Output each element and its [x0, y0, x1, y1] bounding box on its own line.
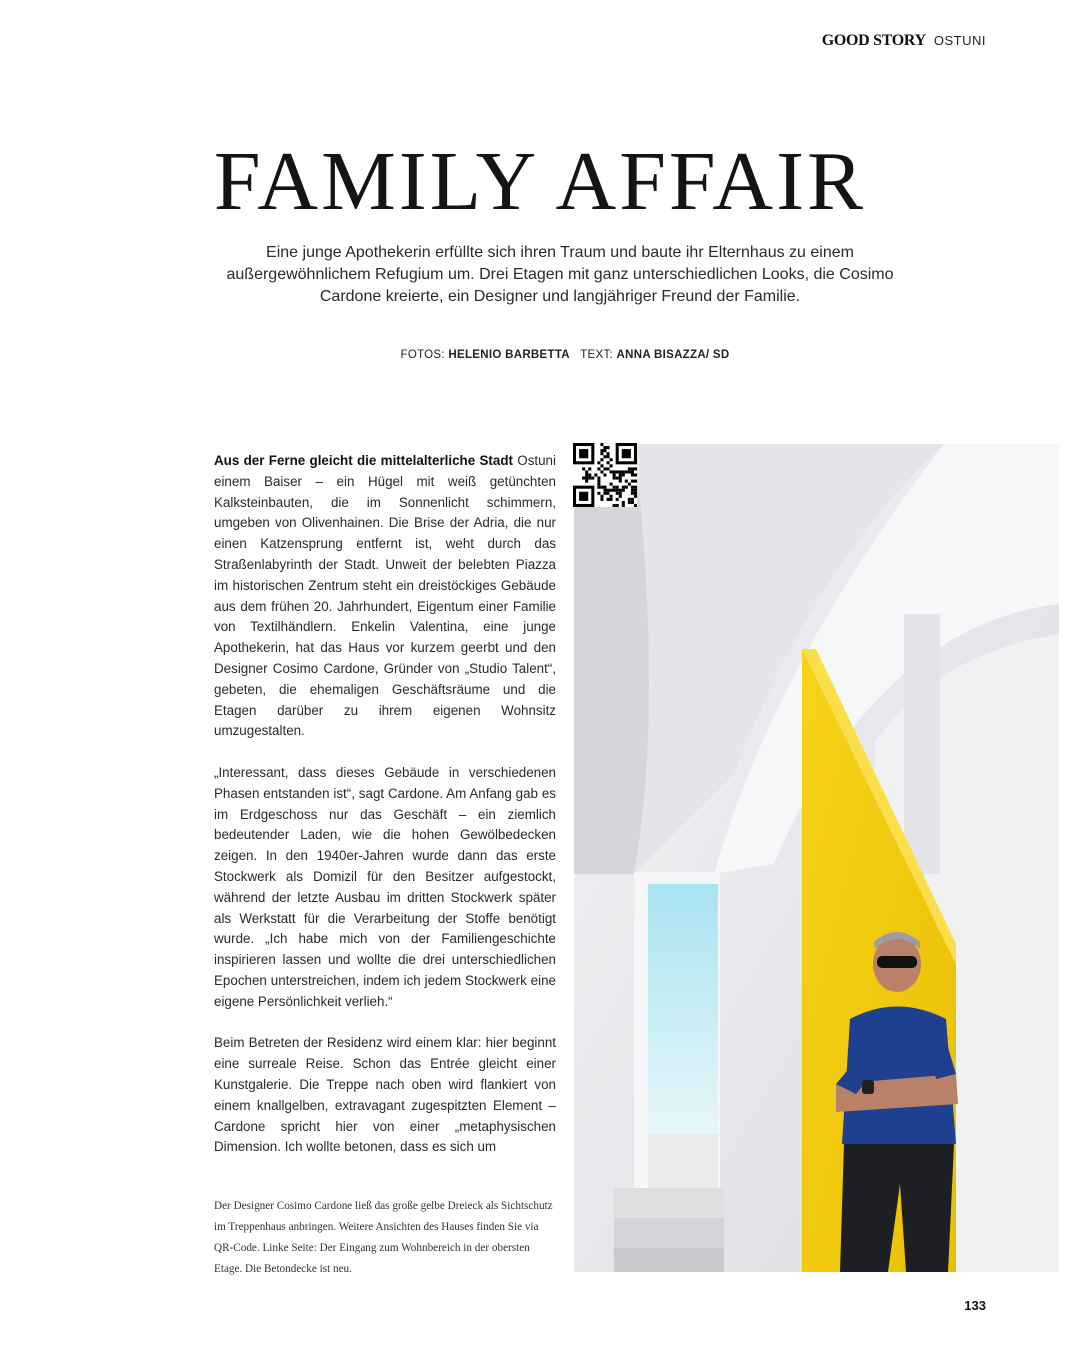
article-body: [214, 451, 556, 1179]
intro-phrase: Aus der Ferne gleicht die mittelalterliche Stadt: [214, 453, 513, 468]
paragraph-1-text: Ostuni einem Baiser – ein Hügel mit weiß getünchten Kalksteinbauten, die im Sonnenlicht schimmern, umgeben von Olivenhainen. Die Brise der Adria, die nur einen Katzensprung entfernt ist, weht durch das Straßenlabyrinth der Stadt. Unweit der belebten Piazza im historischen Zentrum steht ein dreistöckiges Gebäude aus dem frühen 20. Jahrhundert, Eigentum einer Familie von Textilhändlern. Enkelin Valentina, eine junge Apothekerin, hat das Haus vor kurzem geerbt und den Designer Cosimo Cardone, Gründer von „Studio Talent“, gebeten, die ehemaligen Geschäftsräume und die Etagen darüber zu ihrem eigenen Wohnsitz umzugestalten.: [214, 453, 556, 739]
page-number: 133: [964, 1298, 986, 1313]
photo-caption: Der Designer Cosimo Cardone ließ das große gelbe Dreieck als Sichtschutz im Treppenhaus anbringen. Weitere Ansichten des Hauses finden Sie via QR-Code. Linke Seite: Der Eingang zum Wohnbereich in der obersten Etage. Die Betondecke ist neu.: [214, 1200, 553, 1275]
page-header: [822, 32, 986, 50]
section-location: OSTUNI: [933, 33, 986, 48]
article-photo: [574, 444, 1059, 1272]
photo-illustration: [574, 444, 1059, 1272]
article-title: FAMILY AFFAIR: [213, 135, 867, 228]
article-credits: [0, 349, 1080, 361]
qr-code-icon[interactable]: [573, 443, 637, 507]
qr-code-graphic: [573, 443, 637, 507]
body-paragraph-1: [214, 451, 556, 742]
body-paragraph-3: Beim Betreten der Residenz wird einem klar: hier beginnt eine surreale Reise. Schon das Entrée gleicht einer Kunstgalerie. Die Treppe nach oben wird flankiert von einem knallgelben, extravagant zugespitzten Element – Cardone spricht hier von einer „metaphysischen Dimension. Ich wollte betonen, dass es sich um: [214, 1035, 556, 1155]
author-name: ANNA BISAZZA/ SD: [616, 349, 730, 361]
text-credit-label: TEXT:: [580, 349, 614, 361]
photographer-name: HELENIO BARBETTA: [448, 349, 570, 361]
section-name: GOOD STORY: [821, 32, 926, 49]
photo-credit-label: FOTOS:: [400, 349, 445, 361]
article-lead: Eine junge Apothekerin erfüllte sich ihren Traum und baute ihr Elternhaus zu einem außergewöhnlichem Refugium um. Drei Etagen mit ganz unterschiedlichen Looks, die Cosimo Cardone kreierte, ein Designer und langjähriger Freund der Familie.: [226, 244, 894, 305]
body-paragraph-2: „Interessant, dass dieses Gebäude in verschiedenen Phasen entstanden ist“, sagt Cardone. Am Anfang gab es im Erdgeschoss nur das Geschäft – ein ziemlich bedeutender Laden, wie die hohen Gewölbedecken zeigen. In den 1940er-Jahren wurde dann das erste Stockwerk als Domizil für den Besitzer aufgestockt, während der letzte Ausbau im dritten Stockwerk später als Werkstatt für die Verarbeitung der Stoffe benötigt wurde. „Ich habe mich von der Familiengeschichte inspirieren lassen und wollte die drei unterschiedlichen Epochen unterstreichen, indem ich jedem Stockwerk eine eigene Persönlichkeit verlieh.“: [214, 764, 556, 1009]
